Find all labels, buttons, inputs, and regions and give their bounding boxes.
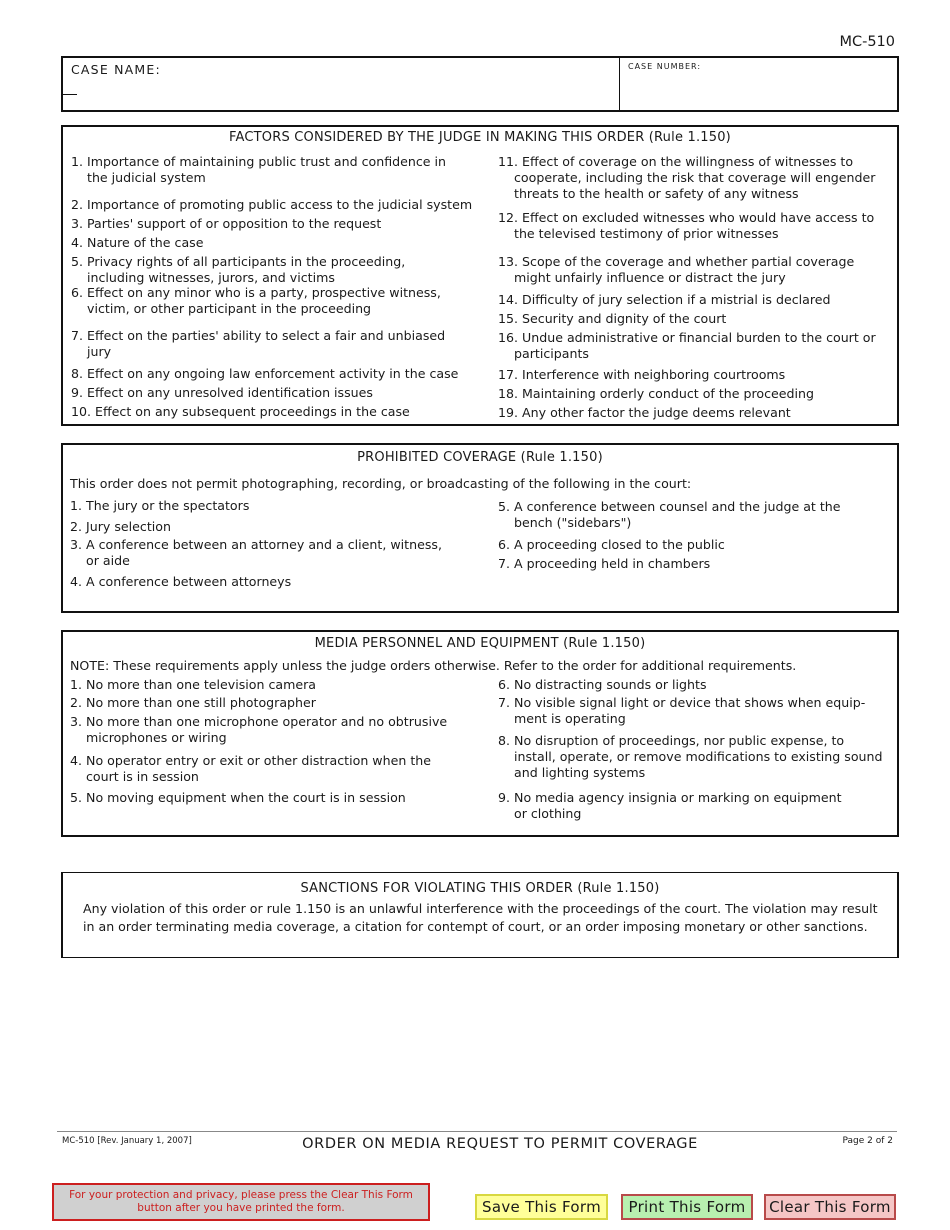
form-number: MC-510 xyxy=(839,34,895,50)
sanctions-text-line-2: in an order terminating media coverage, a citation for contempt of court, or an order imposing monetary or other sanctions. xyxy=(83,919,868,934)
list-item-text: 17. Interference with neighboring courtrooms xyxy=(498,367,786,382)
list-item xyxy=(71,197,472,213)
list-item-continuation: cooperate, including the risk that coverage will engender xyxy=(514,170,876,185)
list-item-text: 13. Scope of the coverage and whether partial coverage xyxy=(498,254,855,269)
footer-form-title: ORDER ON MEDIA REQUEST TO PERMIT COVERAGE xyxy=(302,1136,698,1152)
footer-revision: MC-510 [Rev. January 1, 2007] xyxy=(62,1136,192,1146)
list-item xyxy=(498,330,876,362)
list-item xyxy=(498,537,725,553)
list-item xyxy=(498,677,707,693)
list-item xyxy=(498,790,842,822)
list-item-continuation: the judicial system xyxy=(87,170,206,185)
list-item-text: 8. Effect on any ongoing law enforcement activity in the case xyxy=(71,366,459,381)
list-item xyxy=(70,753,431,785)
factors-title: FACTORS CONSIDERED BY THE JUDGE IN MAKING THIS ORDER (Rule 1.150) xyxy=(229,130,731,145)
list-item-text: 15. Security and dignity of the court xyxy=(498,311,727,326)
list-item-text: 6. A proceeding closed to the public xyxy=(498,537,725,552)
list-item-text: 3. A conference between an attorney and a client, witness, xyxy=(70,537,442,552)
case-name-cursor-mark xyxy=(63,94,77,95)
list-item-text: 2. Importance of promoting public access to the judicial system xyxy=(71,197,473,212)
prohibited-intro: This order does not permit photographing, recording, or broadcasting of the following in the court: xyxy=(70,476,692,491)
list-item-continuation: microphones or wiring xyxy=(86,730,227,745)
list-item-continuation: bench ("sidebars") xyxy=(514,515,632,530)
list-item-continuation: court is in session xyxy=(86,769,199,784)
media-note: NOTE: These requirements apply unless the judge orders otherwise. Refer to the order for additional requirements. xyxy=(70,658,797,673)
list-item-text: 2. Jury selection xyxy=(70,519,171,534)
prohibited-title: PROHIBITED COVERAGE (Rule 1.150) xyxy=(357,450,603,465)
footer-page-number: Page 2 of 2 xyxy=(842,1136,893,1146)
list-item xyxy=(498,733,883,781)
prohibited-section xyxy=(61,443,899,613)
list-item-continuation: victim, or other participant in the proceeding xyxy=(87,301,372,316)
list-item xyxy=(498,386,814,402)
sanctions-title: SANCTIONS FOR VIOLATING THIS ORDER (Rule 1.150) xyxy=(300,881,660,896)
list-item xyxy=(498,556,710,572)
caption-box xyxy=(61,56,899,112)
list-item-text: 9. No media agency insignia or marking on equipment xyxy=(498,790,842,805)
list-item-text: 10. Effect on any subsequent proceedings in the case xyxy=(71,404,410,419)
list-item-text: 5. Privacy rights of all participants in the proceeding, xyxy=(71,254,406,269)
case-name-field[interactable] xyxy=(63,80,627,96)
list-item xyxy=(498,292,830,308)
list-item-continuation: threats to the health or safety of any witness xyxy=(514,186,799,201)
list-item xyxy=(498,695,865,727)
list-item-text: 1. No more than one television camera xyxy=(70,677,317,692)
list-item-continuation: jury xyxy=(87,344,112,359)
list-item-text: 7. No visible signal light or device that shows when equip- xyxy=(498,695,866,710)
list-item xyxy=(71,235,204,251)
privacy-notice-line-1: For your protection and privacy, please press the Clear This Form xyxy=(69,1189,413,1201)
sanctions-text-line-1: Any violation of this order or rule 1.150 is an unlawful interference with the proceedings of the court. The violation may result xyxy=(83,901,878,916)
list-item-continuation: ment is operating xyxy=(514,711,626,726)
list-item-continuation: and lighting systems xyxy=(514,765,646,780)
list-item-continuation: or aide xyxy=(86,553,130,568)
list-item-text: 2. No more than one still photographer xyxy=(70,695,316,710)
list-item-continuation: install, operate, or remove modifications to existing sound xyxy=(514,749,883,764)
list-item xyxy=(70,790,406,806)
list-item xyxy=(70,574,291,590)
media-section xyxy=(61,630,899,837)
list-item-text: 1. The jury or the spectators xyxy=(70,498,250,513)
list-item-continuation: participants xyxy=(514,346,589,361)
list-item-text: 4. No operator entry or exit or other distraction when the xyxy=(70,753,431,768)
list-item-text: 4. A conference between attorneys xyxy=(70,574,292,589)
list-item-text: 3. Parties' support of or opposition to the request xyxy=(71,216,382,231)
case-name-cell xyxy=(63,58,620,110)
list-item xyxy=(70,677,316,693)
list-item xyxy=(70,537,442,569)
list-item xyxy=(70,519,171,535)
list-item xyxy=(498,499,841,531)
list-item-text: 12. Effect on excluded witnesses who would have access to xyxy=(498,210,875,225)
clear-form-button[interactable]: Clear This Form xyxy=(764,1194,896,1220)
case-name-label: CASE NAME: xyxy=(71,62,161,77)
list-item-continuation: including witnesses, jurors, and victims xyxy=(87,270,335,285)
list-item xyxy=(498,210,874,242)
list-item-text: 8. No disruption of proceedings, nor public expense, to xyxy=(498,733,845,748)
list-item xyxy=(71,154,446,186)
case-number-cell xyxy=(620,58,897,110)
list-item xyxy=(70,498,249,514)
list-item-text: 16. Undue administrative or financial burden to the court or xyxy=(498,330,876,345)
list-item xyxy=(498,367,785,383)
privacy-notice xyxy=(52,1183,430,1221)
list-item xyxy=(498,154,875,202)
list-item-text: 7. Effect on the parties' ability to select a fair and unbiased xyxy=(71,328,446,343)
list-item xyxy=(70,695,316,711)
list-item xyxy=(71,216,381,232)
case-number-field[interactable] xyxy=(628,76,893,104)
list-item-text: 19. Any other factor the judge deems relevant xyxy=(498,405,791,420)
list-item-text: 5. No moving equipment when the court is in session xyxy=(70,790,406,805)
list-item xyxy=(498,254,854,286)
list-item-continuation: the televised testimony of prior witnesses xyxy=(514,226,779,241)
list-item-text: 4. Nature of the case xyxy=(71,235,204,250)
list-item-text: 5. A conference between counsel and the judge at the xyxy=(498,499,841,514)
list-item-text: 18. Maintaining orderly conduct of the proceeding xyxy=(498,386,814,401)
list-item xyxy=(71,254,405,286)
list-item-text: 6. No distracting sounds or lights xyxy=(498,677,707,692)
list-item-text: 14. Difficulty of jury selection if a mistrial is declared xyxy=(498,292,831,307)
print-form-button[interactable]: Print This Form xyxy=(621,1194,753,1220)
list-item-text: 11. Effect of coverage on the willingness of witnesses to xyxy=(498,154,854,169)
footer-rule xyxy=(57,1131,897,1132)
case-number-label: CASE NUMBER: xyxy=(628,62,702,71)
list-item xyxy=(498,405,791,421)
list-item xyxy=(71,366,458,382)
list-item xyxy=(71,285,441,317)
sanctions-section xyxy=(61,872,899,958)
list-item xyxy=(71,385,373,401)
list-item xyxy=(498,311,726,327)
list-item-continuation: or clothing xyxy=(514,806,582,821)
list-item-text: 3. No more than one microphone operator and no obtrusive xyxy=(70,714,448,729)
list-item-continuation: might unfairly influence or distract the jury xyxy=(514,270,786,285)
list-item xyxy=(71,404,410,420)
list-item xyxy=(71,328,445,360)
factors-section xyxy=(61,125,899,426)
list-item xyxy=(70,714,447,746)
list-item-text: 1. Importance of maintaining public trust and confidence in xyxy=(71,154,447,169)
save-form-button[interactable]: Save This Form xyxy=(475,1194,608,1220)
list-item-text: 9. Effect on any unresolved identification issues xyxy=(71,385,373,400)
media-title: MEDIA PERSONNEL AND EQUIPMENT (Rule 1.150) xyxy=(314,636,646,651)
list-item-text: 7. A proceeding held in chambers xyxy=(498,556,711,571)
list-item-text: 6. Effect on any minor who is a party, prospective witness, xyxy=(71,285,441,300)
privacy-notice-line-2: button after you have printed the form. xyxy=(137,1202,345,1214)
